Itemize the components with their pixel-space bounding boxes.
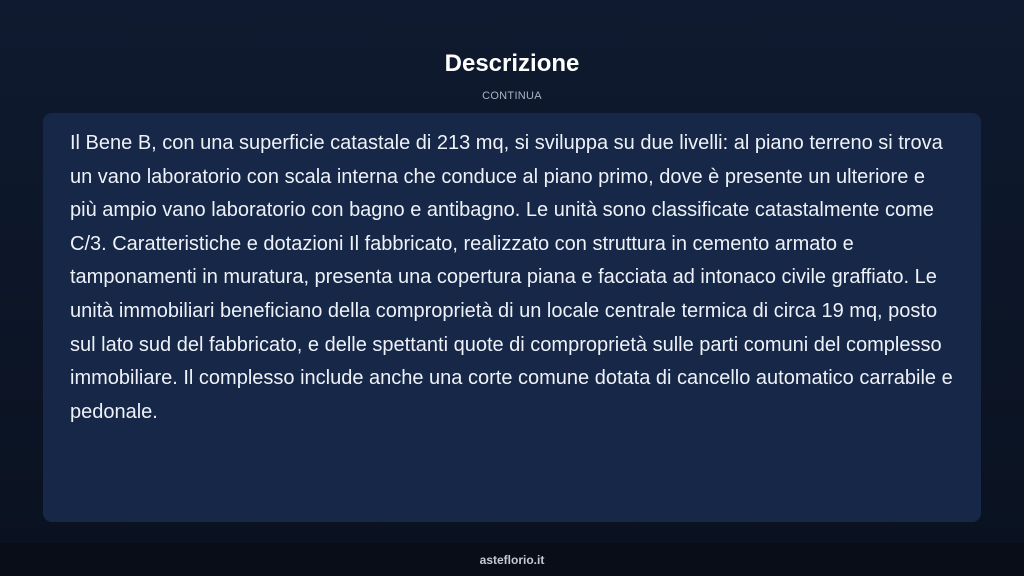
- description-card: [43, 113, 981, 522]
- page-subtitle: CONTINUA: [482, 90, 542, 102]
- footer-site-link[interactable]: asteflorio.it: [479, 553, 545, 567]
- footer: [0, 543, 1024, 576]
- description-text: Il Bene B, con una superficie catastale di 213 mq, si sviluppa su due livelli: al piano terreno si trova un vano laboratorio con scala interna che conduce al piano primo, dove è presente un ulteriore e più ampio vano laboratorio con bagno e antibagno. Le unità sono classificate catastalmente come C/3. Caratteristiche e dotazioni Il fabbricato, realizzato con struttura in cemento armato e tamponamenti in muratura, presenta una copertura piana e facciata ad intonaco civile graffiato. Le unità immobiliari beneficiano della comproprietà di un locale centrale termica di circa 19 mq, posto sul lato sud del fabbricato, e delle spettanti quote di comproprietà sulle parti comuni del complesso immobiliare. Il complesso include anche una corte comune dotata di cancello automatico carrabile e pedonale.: [70, 132, 953, 423]
- page-title: Descrizione: [444, 50, 580, 77]
